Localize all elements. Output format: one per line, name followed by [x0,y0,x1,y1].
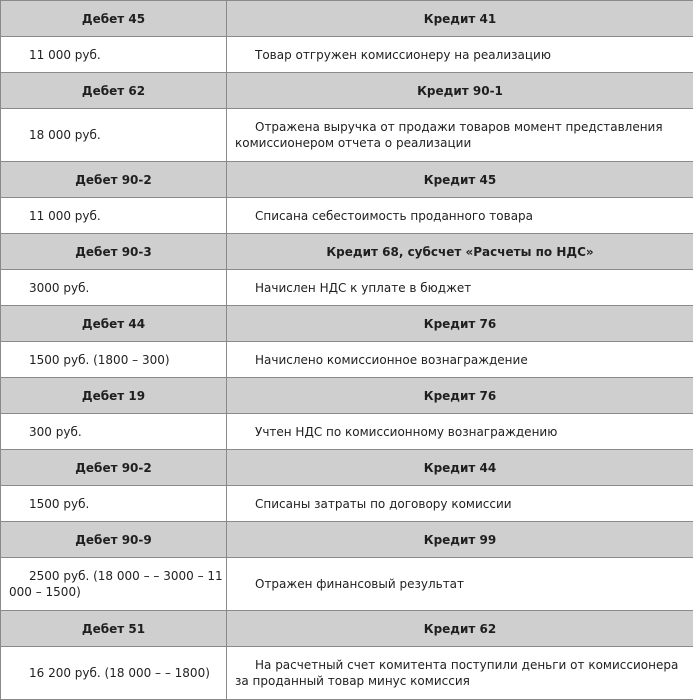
entry-header-row [1,306,693,342]
description-cell [227,198,693,234]
credit-account: Кредит 45 [227,162,693,198]
entry-data-row [1,486,693,522]
entry-data-row [1,109,693,162]
amount-cell [1,414,227,450]
description-text: Отражена выручка от продажи товаров момент представления комиссионером отчета о реализации [235,120,663,150]
debit-account: Дебет 62 [1,73,227,109]
debit-account: Дебет 90-9 [1,522,227,558]
debit-account: Дебет 45 [1,1,227,37]
credit-account: Кредит 99 [227,522,693,558]
debit-account: Дебет 19 [1,378,227,414]
description-cell [227,486,693,522]
entry-header-row [1,611,693,647]
amount-text: 11 000 руб. [29,47,101,62]
debit-account: Дебет 90-2 [1,450,227,486]
amount-text: 1500 руб. [29,496,90,511]
description-text: Списаны затраты по договору комиссии [255,496,512,511]
description-text: Товар отгружен комиссионеру на реализацию [255,47,551,62]
credit-account: Кредит 68, субсчет «Расчеты по НДС» [227,234,693,270]
description-text: На расчетный счет комитента поступили деньги от комиссионера за проданный товар минус комиссия [235,658,679,688]
amount-cell [1,342,227,378]
description-text: Начислен НДС к уплате в бюджет [255,280,472,295]
amount-cell [1,198,227,234]
amount-text: 3000 руб. [29,280,90,295]
entry-header-row [1,162,693,198]
credit-account: Кредит 41 [227,1,693,37]
amount-cell [1,486,227,522]
amount-cell [1,558,227,611]
amount-cell [1,37,227,73]
description-cell [227,270,693,306]
amount-text: 18 000 руб. [29,128,101,142]
description-text: Начислено комиссионное вознаграждение [255,352,528,367]
description-text: Отражен финансовый результат [255,577,465,591]
amount-text: 16 200 руб. (18 000 – – 1800) [29,666,210,680]
entry-header-row [1,522,693,558]
credit-account: Кредит 62 [227,611,693,647]
amount-cell [1,270,227,306]
entry-data-row [1,342,693,378]
credit-account: Кредит 76 [227,306,693,342]
debit-account: Дебет 90-3 [1,234,227,270]
amount-text: 1500 руб. (1800 – 300) [29,352,170,367]
amount-cell [1,647,227,700]
debit-account: Дебет 51 [1,611,227,647]
description-cell [227,414,693,450]
entry-header-row [1,450,693,486]
debit-account: Дебет 90-2 [1,162,227,198]
credit-account: Кредит 44 [227,450,693,486]
description-cell [227,342,693,378]
entry-data-row [1,37,693,73]
description-cell [227,558,693,611]
entry-data-row [1,270,693,306]
amount-text: 300 руб. [29,424,82,439]
amount-cell [1,109,227,162]
description-cell [227,37,693,73]
entry-header-row [1,378,693,414]
description-cell [227,109,693,162]
description-cell [227,647,693,700]
description-text: Списана себестоимость проданного товара [255,208,534,223]
description-text: Учтен НДС по комиссионному вознаграждению [255,424,558,439]
entry-data-row [1,647,693,700]
entry-header-row [1,1,693,37]
amount-text: 2500 руб. (18 000 – – 3000 – 11 000 – 1500) [9,569,223,599]
entry-header-row [1,73,693,109]
debit-account: Дебет 44 [1,306,227,342]
entry-header-row [1,234,693,270]
credit-account: Кредит 76 [227,378,693,414]
entry-data-row [1,558,693,611]
entry-data-row [1,414,693,450]
amount-text: 11 000 руб. [29,208,101,223]
credit-account: Кредит 90-1 [227,73,693,109]
entry-data-row [1,198,693,234]
